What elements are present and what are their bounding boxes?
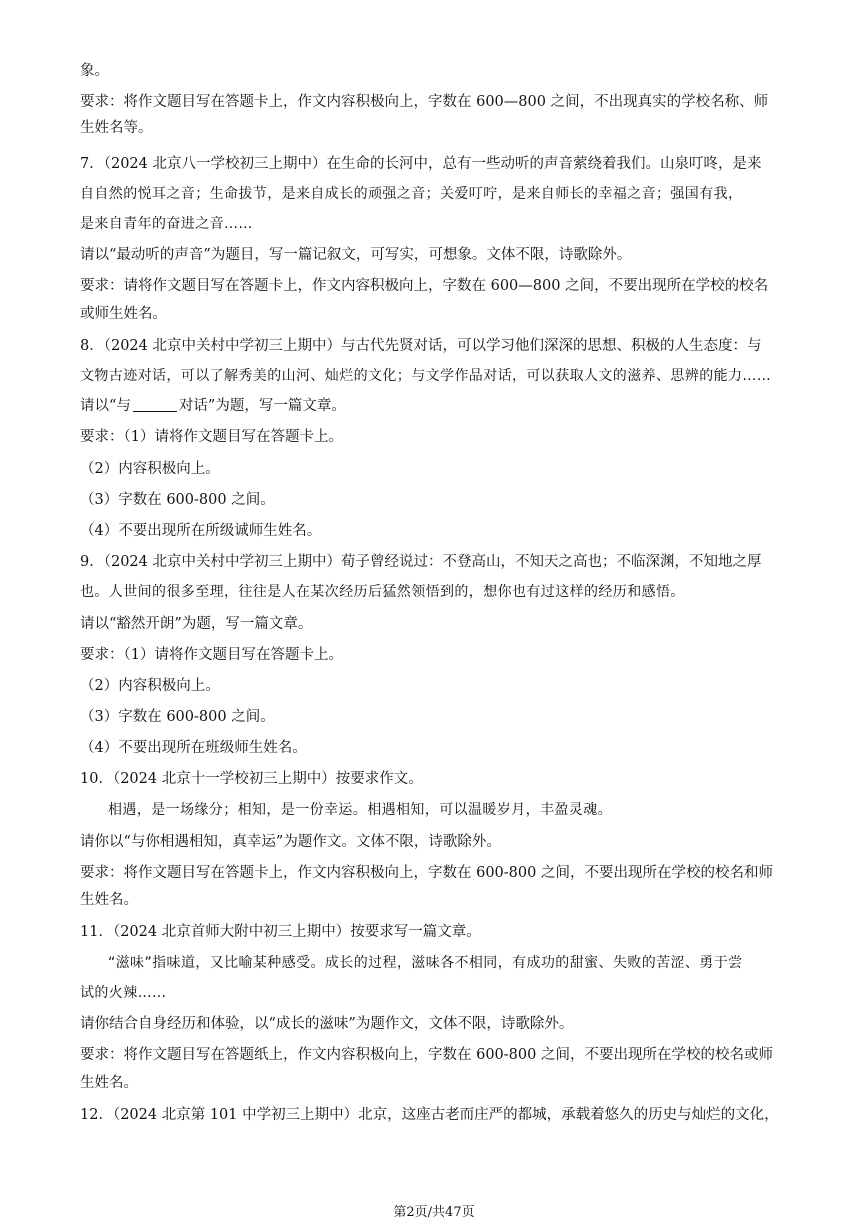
text-line: “滋味”指味道，又比喻某种感受。成长的过程，滋味各不相同，有成功的甜蜜、失败的苦涩、勇于尝 (108, 955, 743, 971)
text-line: 也。人世间的很多至理，往往是人在某次经历后猛然领悟到的，想你也有过这样的经历和感悟。 (80, 584, 685, 600)
text-line: 自自然的悦耳之音；生命拔节，是来自成长的顽强之音；关爱叮咛，是来自师长的幸福之音；强国有我， (80, 186, 743, 202)
text-line: 生姓名等。 (80, 120, 153, 136)
text-line: 生姓名。 (80, 892, 138, 908)
text-line: 象。 (80, 63, 109, 79)
text-line: 请你以“与你相遇相知，真幸运”为题作文。文体不限，诗歌除外。 (80, 834, 501, 850)
text-line: 要求：请将作文题目写在答题卡上，作文内容积极向上，字数在 600—800 之间，不要出现所在学校的校名 (80, 278, 769, 294)
text-before-blank: 请以“与 (80, 398, 131, 414)
question-7-stem: 7．（2024 北京八一学校初三上期中）在生命的长河中，总有一些动听的声音萦绕着我们。山泉叮咚，是来 (80, 156, 762, 172)
text-line: （2）内容积极向上。 (80, 461, 220, 477)
text-line: 要求：将作文题目写在答题卡上，作文内容积极向上，字数在 600—800 之间，不出现真实的学校名称、师 (80, 94, 769, 110)
text-line: （3）字数在 600-800 之间。 (80, 709, 275, 725)
question-9-stem: 9．（2024 北京中关村中学初三上期中）荀子曾经说过：不登高山，不知天之高也；不临深渊，不知地之厚 (80, 554, 762, 570)
fill-in-blank (133, 397, 177, 412)
text-line: 请你结合自身经历和体验，以“成长的滋味”为题作文，文体不限，诗歌除外。 (80, 1016, 574, 1032)
text-line: （4）不要出现所在班级师生姓名。 (80, 740, 307, 756)
text-line: （2）内容积极向上。 (80, 678, 220, 694)
fill-in-title-line (80, 397, 346, 415)
text-line: 文物古迹对话，可以了解秀美的山河、灿烂的文化；与文学作品对话，可以获取人文的滋养、思辨的能力…… (80, 368, 772, 384)
question-8-stem: 8．（2024 北京中关村中学初三上期中）与古代先贤对话，可以学习他们深深的思想、积极的人生态度：与 (80, 338, 762, 354)
text-line: 要求：将作文题目写在答题纸上，作文内容积极向上，字数在 600-800 之间，不要出现所在学校的校名或师 (80, 1047, 773, 1063)
question-10-stem: 10．（2024 北京十一学校初三上期中）按要求作文。 (80, 771, 423, 787)
text-line: 或师生姓名。 (80, 306, 167, 322)
text-after-blank: 对话”为题，写一篇文章。 (178, 398, 346, 414)
question-11-stem: 11．（2024 北京首师大附中初三上期中）按要求写一篇文章。 (80, 924, 481, 940)
text-line: 请以“最动听的声音”为题目，写一篇记叙文，可写实，可想象。文体不限，诗歌除外。 (80, 247, 632, 263)
text-line: 要求：（1）请将作文题目写在答题卡上。 (80, 647, 343, 663)
text-line: 要求：（1）请将作文题目写在答题卡上。 (80, 429, 343, 445)
text-line: 相遇，是一场缘分；相知，是一份幸运。相遇相知，可以温暖岁月，丰盈灵魂。 (108, 802, 612, 818)
text-line: 试的火辣…… (80, 985, 167, 1001)
text-line: 生姓名。 (80, 1075, 138, 1091)
text-line: （3）字数在 600-800 之间。 (80, 492, 275, 508)
text-line: （4）不要出现所在所级诚师生姓名。 (80, 523, 322, 539)
text-line: 是来自青年的奋进之音…… (80, 216, 253, 232)
text-line: 要求：将作文题目写在答题卡上，作文内容积极向上，字数在 600-800 之间，不要出现所在学校的校名和师 (80, 865, 773, 881)
question-12-stem: 12．（2024 北京第 101 中学初三上期中）北京，这座古老而庄严的都城，承载着悠久的历史与灿烂的文化， (80, 1107, 779, 1123)
text-line: 请以“豁然开朗”为题，写一篇文章。 (80, 616, 313, 632)
page-number: 第2页/共47页 (393, 1205, 475, 1220)
